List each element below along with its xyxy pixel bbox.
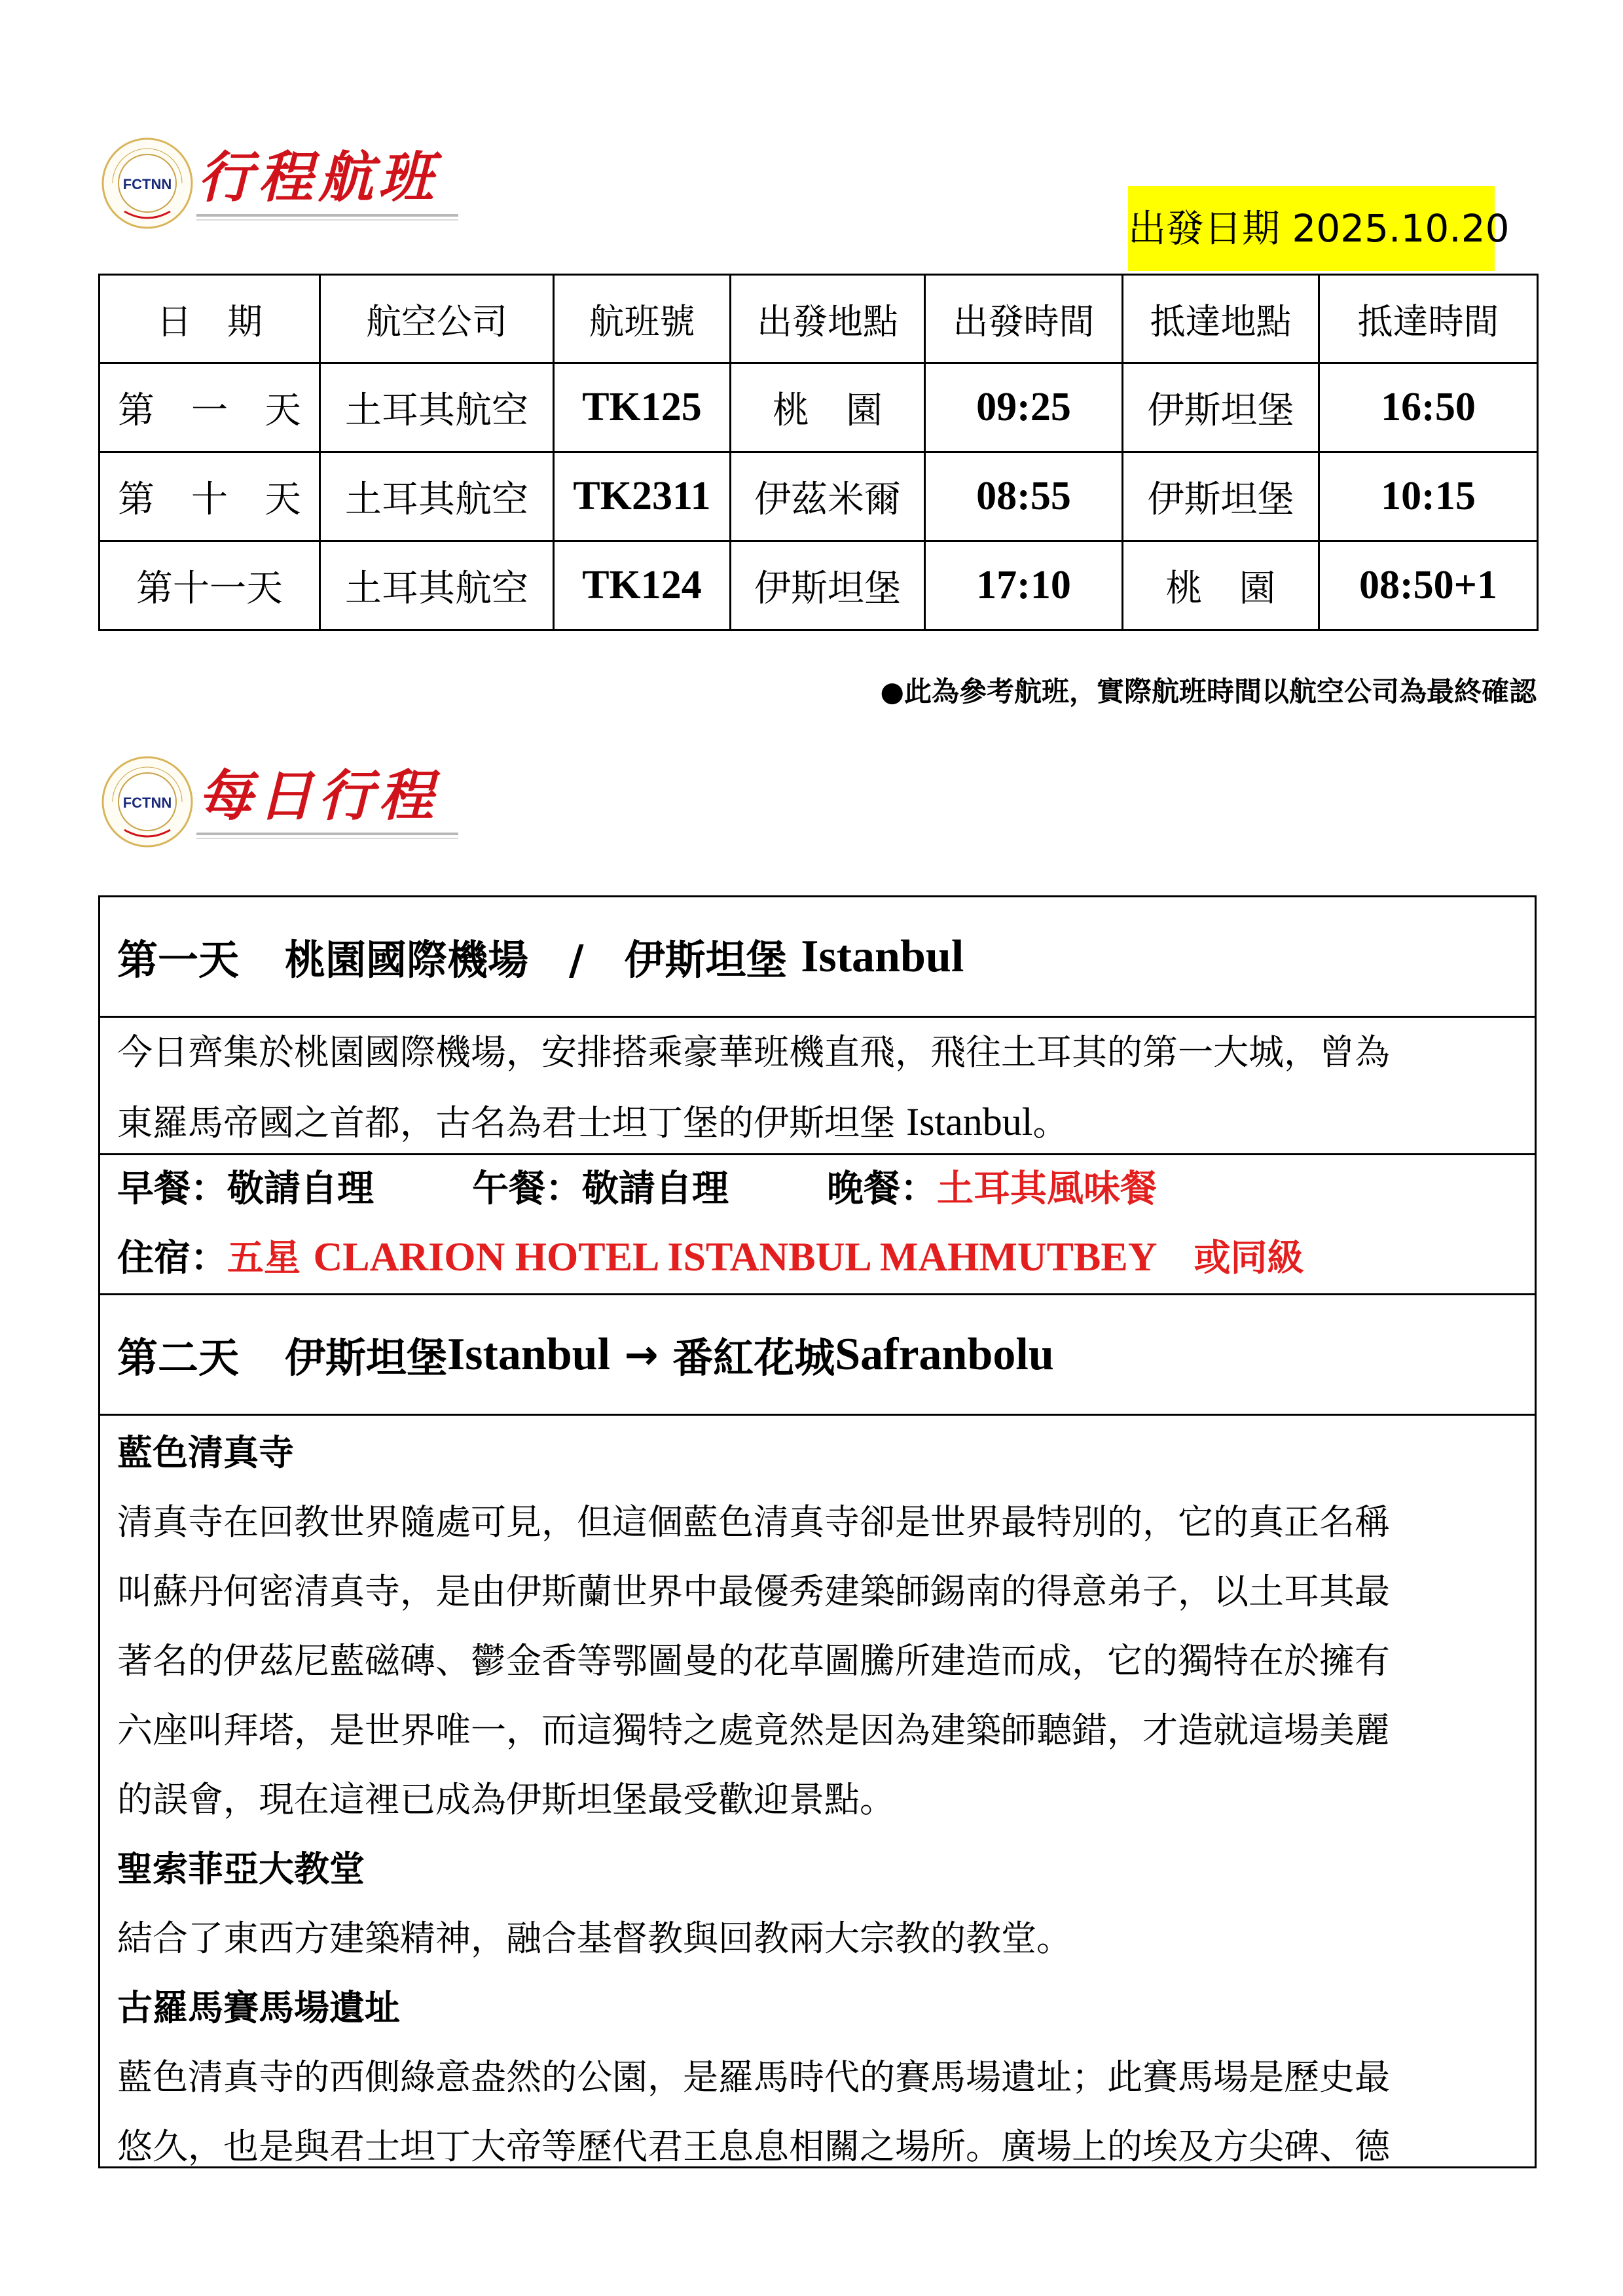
col-header-arrive-time: 抵達時間: [1319, 275, 1538, 363]
attraction-text-line: 悠久，也是與君士坦丁大帝等歷代君王息息相關之場所。廣場上的埃及方尖碑、德: [117, 2126, 1390, 2167]
attraction-text-line: 的誤會，現在這裡已成為伊斯坦堡最受歡迎景點。: [117, 1779, 895, 1820]
attraction-text-line: 六座叫拜塔，是世界唯一，而這獨特之處竟然是因為建築師聽錯，才造就這場美麗: [117, 1710, 1390, 1751]
day1-desc-line: 今日齊集於桃園國際機場，安排搭乘豪華班機直飛，飛往土耳其的第一大城，曾為: [117, 1031, 1390, 1073]
col-header-depart-time: 出發時間: [925, 275, 1123, 363]
day2-route-dest-cn: 番紅花城: [672, 1334, 835, 1382]
day2-label: 第二天: [117, 1334, 240, 1382]
table-row: [100, 452, 1538, 541]
col-header-origin: 出發地點: [731, 275, 925, 363]
cell-flight-no: TK124: [554, 541, 731, 630]
table-row: [100, 541, 1538, 630]
cell-date: 第 一 天: [100, 363, 320, 452]
attraction-text-line: 叫蘇丹何密清真寺，是由伊斯蘭世界中最優秀建築師錫南的得意弟子，以土耳其最: [117, 1571, 1390, 1612]
agency-logo: [98, 134, 196, 232]
title-underline: [196, 833, 458, 835]
attraction-heading: 聖索菲亞大教堂: [117, 1848, 365, 1890]
col-header-date: 日 期: [100, 275, 320, 363]
hotel-line: [117, 1223, 1518, 1293]
day2-route-dest-en: Safranbolu: [835, 1329, 1054, 1380]
cell-airline: 土耳其航空: [320, 541, 554, 630]
title-underline-secondary: [196, 219, 458, 221]
attraction-text-line: 結合了東西方建築精神，融合基督教與回教兩大宗教的教堂。: [117, 1918, 1072, 1959]
hotel-suffix: 或同級: [1157, 1237, 1304, 1280]
logo-brand-text: FCTNN: [122, 795, 172, 811]
day1-desc-text: 東羅馬帝國之首都，古名為君士坦丁堡的伊斯坦堡: [117, 1102, 907, 1143]
cell-depart-time: 17:10: [925, 541, 1123, 630]
day1-title-row: [100, 897, 1535, 1018]
cell-airline: 土耳其航空: [320, 363, 554, 452]
cell-flight-no: TK2311: [554, 452, 731, 541]
day2-route-origin-en: Istanbul: [447, 1329, 611, 1380]
cell-destination: 伊斯坦堡: [1123, 363, 1319, 452]
day1-route-cn: 桃園國際機場 / 伊斯坦堡: [285, 936, 787, 984]
attraction-text-line: 清真寺在回教世界隨處可見，但這個藍色清真寺卻是世界最特別的，它的真正名稱: [117, 1501, 1390, 1543]
section-title-daily: 每日行程: [198, 763, 439, 828]
col-header-airline: 航空公司: [320, 275, 554, 363]
day1-desc-istanbul: Istanbul: [906, 1100, 1033, 1143]
title-underline: [196, 214, 458, 217]
col-header-destination: 抵達地點: [1123, 275, 1319, 363]
hotel-name: CLARION HOTEL ISTANBUL MAHMUTBEY: [313, 1235, 1158, 1280]
day1-desc-end: 。: [1032, 1102, 1068, 1143]
attraction-heading: 藍色清真寺: [117, 1432, 294, 1473]
cell-origin: 伊茲米爾: [731, 452, 925, 541]
dinner-value: 土耳其風味餐: [937, 1168, 1157, 1210]
cell-origin: 桃 園: [731, 363, 925, 452]
cell-destination: 桃 園: [1123, 541, 1319, 630]
day1-route-en: Istanbul: [801, 931, 964, 982]
attraction-text-line: 藍色清真寺的西側綠意盎然的公園，是羅馬時代的賽馬場遺址；此賽馬場是歷史最: [117, 2056, 1390, 2098]
table-row: [100, 363, 1538, 452]
cell-flight-no: TK125: [554, 363, 731, 452]
cell-arrive-time: 10:15: [1319, 452, 1538, 541]
cell-destination: 伊斯坦堡: [1123, 452, 1319, 541]
agency-logo: [98, 753, 196, 851]
day1-desc-line: [117, 1087, 1518, 1155]
table-header-row: [100, 275, 1538, 363]
meals-line: [117, 1155, 1518, 1223]
cell-arrive-time: 16:50: [1319, 363, 1538, 452]
itinerary-box: [98, 895, 1537, 2168]
cell-origin: 伊斯坦堡: [731, 541, 925, 630]
cell-date: 第十一天: [100, 541, 320, 630]
flight-disclaimer-note: ●此為參考航班，實際航班時間以航空公司為最終確認: [880, 675, 1537, 708]
route-arrow: →: [610, 1331, 673, 1378]
day2-body: [100, 1416, 1535, 2168]
departure-date-label: 出發日期 2025.10.20: [1128, 186, 1495, 271]
hotel-star: 五星: [227, 1237, 314, 1280]
flight-table: [98, 274, 1539, 631]
cell-date: 第 十 天: [100, 452, 320, 541]
day2-route-origin-cn: 伊斯坦堡: [285, 1334, 448, 1382]
col-header-flight-no: 航班號: [554, 275, 731, 363]
cell-depart-time: 09:25: [925, 363, 1123, 452]
day1-label: 第一天: [117, 936, 240, 984]
cell-depart-time: 08:55: [925, 452, 1123, 541]
lunch-info: 午餐：敬請自理: [472, 1168, 729, 1210]
title-underline-secondary: [196, 838, 458, 839]
breakfast-info: 早餐：敬請自理: [117, 1168, 374, 1210]
day1-meals-hotel: [100, 1155, 1535, 1295]
dinner-label: 晚餐：: [827, 1168, 937, 1210]
attraction-text-line: 著名的伊茲尼藍磁磚、鬱金香等鄂圖曼的花草圖騰所建造而成，它的獨特在於擁有: [117, 1640, 1390, 1681]
section-header-flights: [98, 134, 465, 232]
logo-brand-text: FCTNN: [122, 176, 172, 192]
hotel-label: 住宿：: [117, 1237, 227, 1280]
section-title-flights: 行程航班: [198, 145, 439, 209]
cell-airline: 土耳其航空: [320, 452, 554, 541]
day2-title-row: [100, 1295, 1535, 1416]
section-header-daily: [98, 753, 465, 851]
day1-description: [100, 1018, 1535, 1155]
attraction-heading: 古羅馬賽馬場遺址: [117, 1987, 400, 2028]
cell-arrive-time: 08:50+1: [1319, 541, 1538, 630]
